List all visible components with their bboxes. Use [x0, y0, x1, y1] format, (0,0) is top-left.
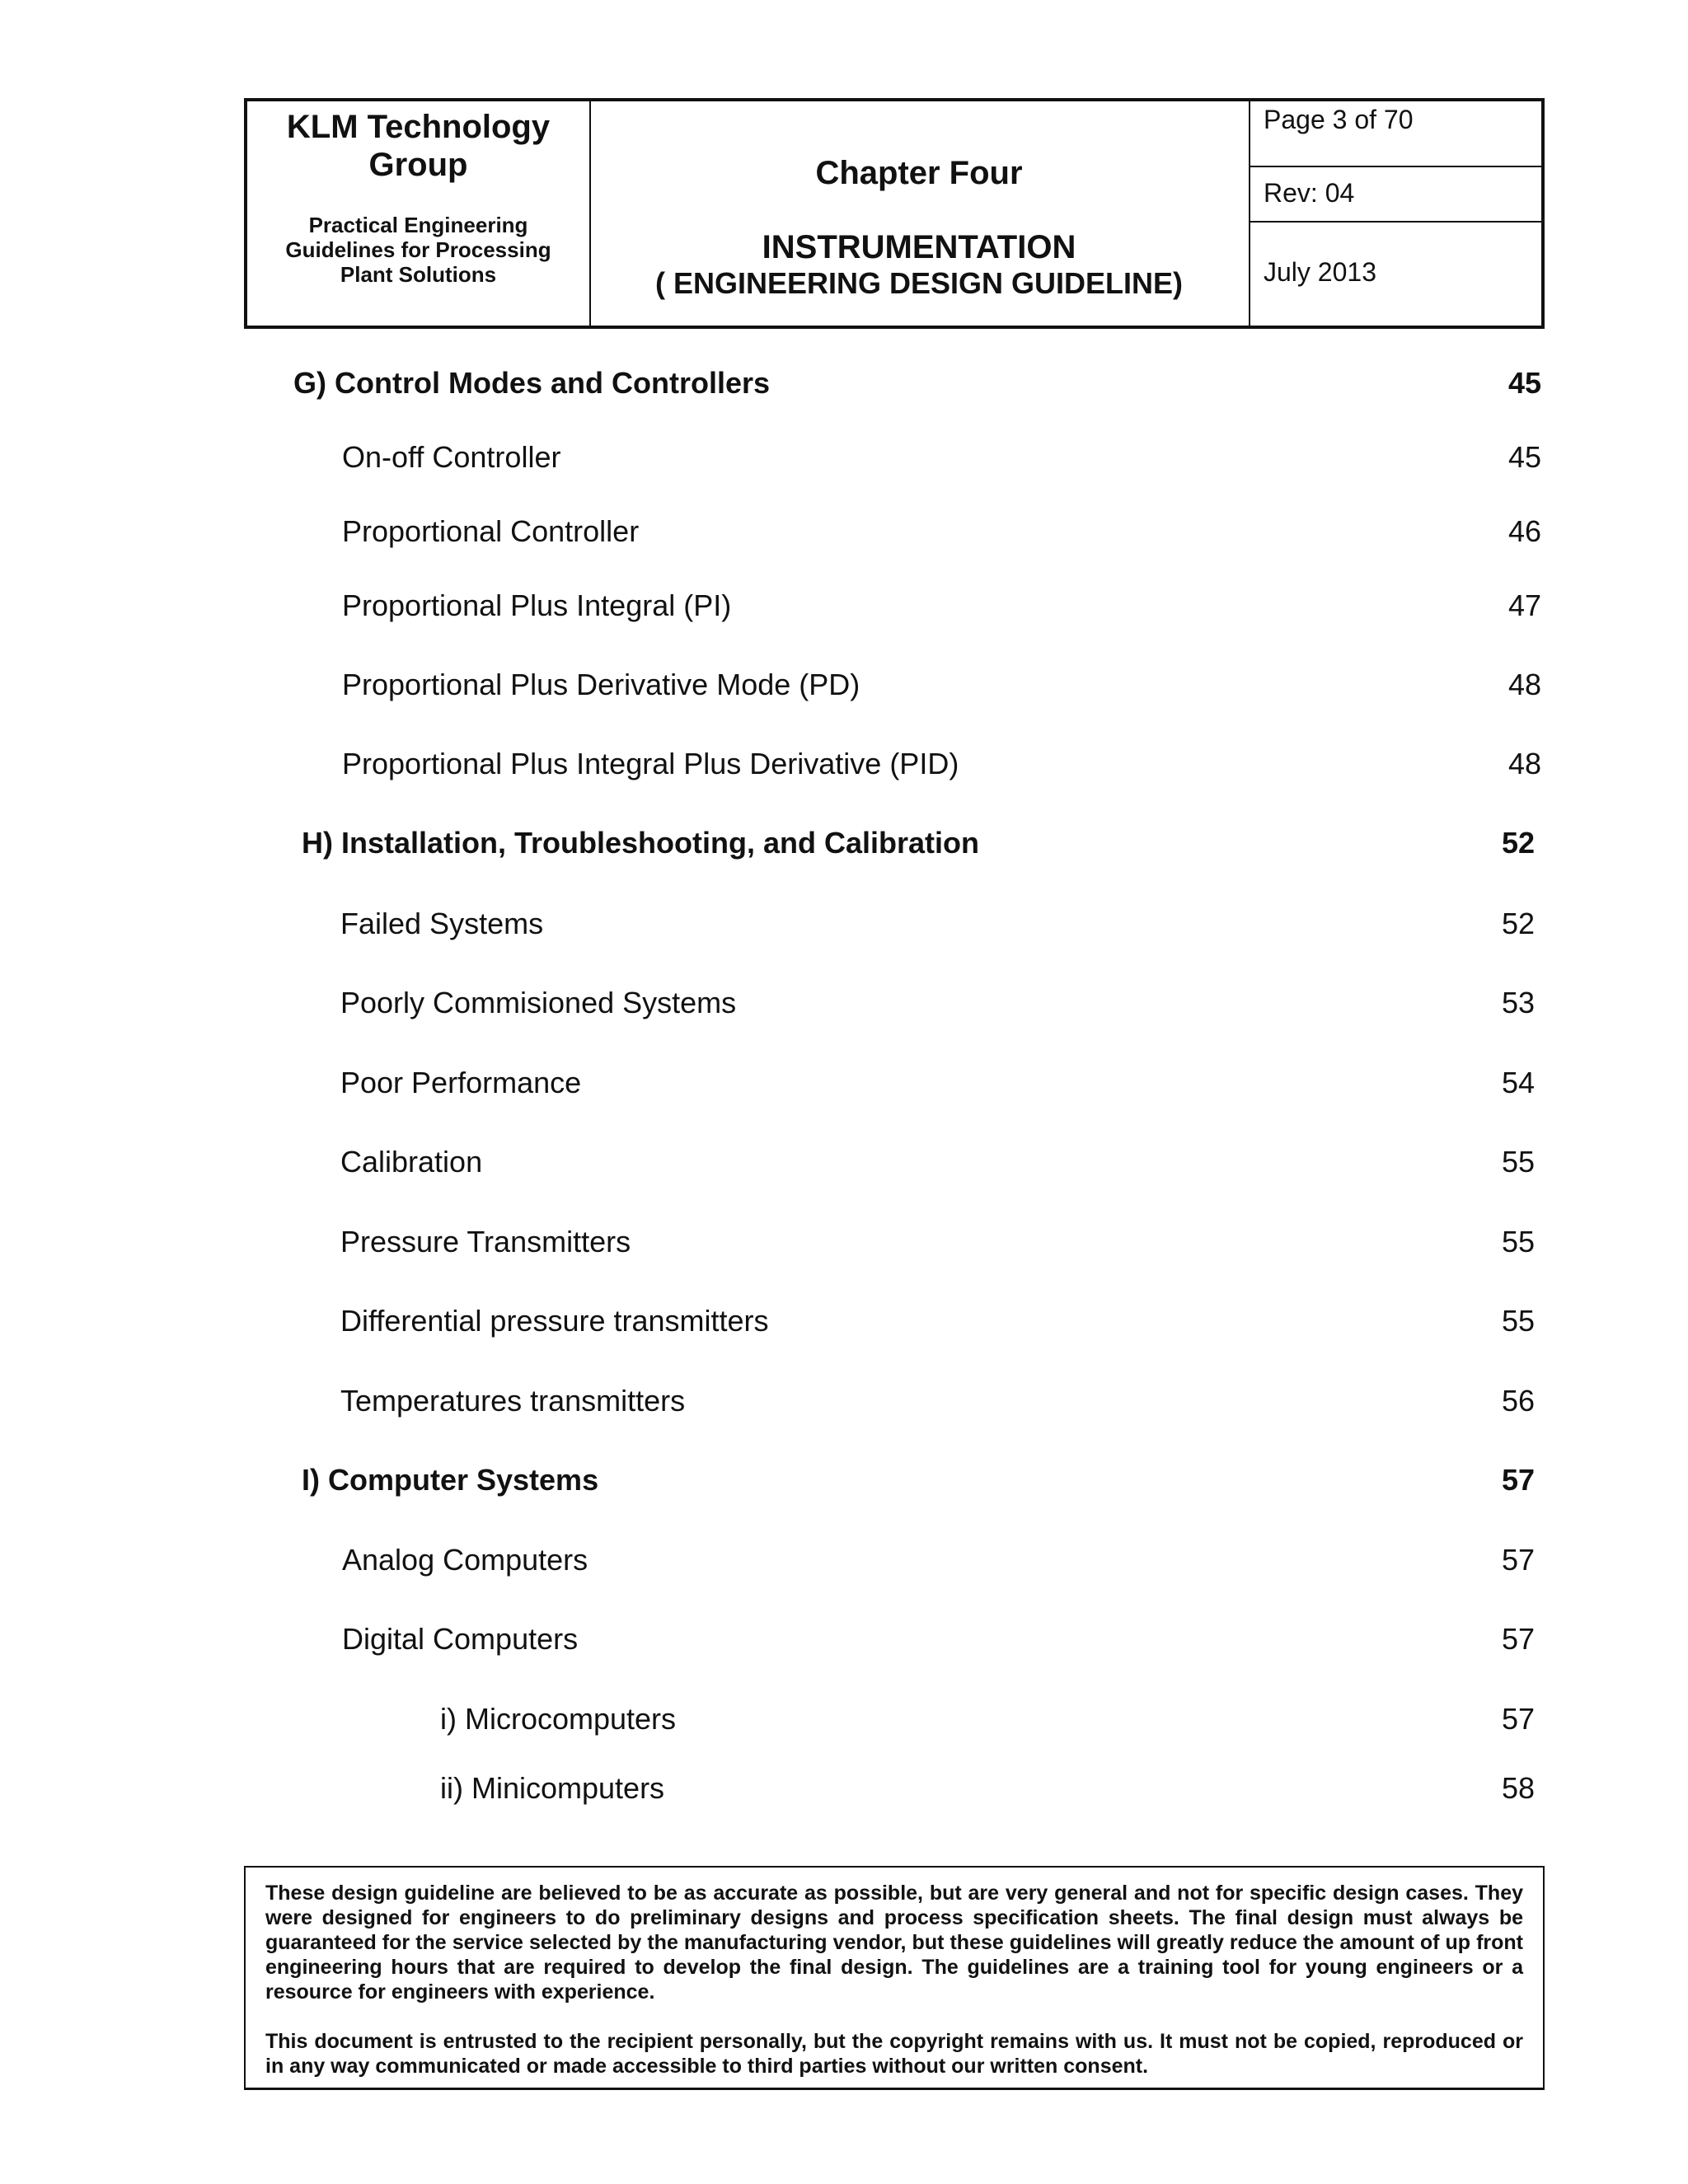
toc-entry-title: Temperatures transmitters — [340, 1384, 686, 1418]
page-number: Page 3 of 70 — [1249, 101, 1541, 167]
toc-entry-page: 56 — [1502, 1384, 1536, 1418]
toc-entry-title: Pressure Transmitters — [340, 1225, 631, 1258]
toc-section-i[interactable] — [0, 1460, 1688, 1501]
chapter-title: Chapter Four — [815, 155, 1023, 191]
toc-entry-page: 52 — [1502, 907, 1536, 940]
toc-entry-title: Failed Systems — [340, 907, 544, 940]
toc-entry[interactable] — [0, 1540, 1688, 1581]
toc-entry-page: 57 — [1502, 1463, 1536, 1497]
toc-entry[interactable] — [0, 1380, 1688, 1422]
toc-section-g[interactable] — [0, 363, 1688, 404]
toc-entry-page: 57 — [1502, 1543, 1536, 1577]
document-subject: INSTRUMENTATION — [762, 229, 1076, 265]
toc-entry[interactable] — [0, 1619, 1688, 1660]
company-cell — [247, 101, 591, 326]
toc-entry-title: Differential pressure transmitters — [340, 1304, 769, 1338]
toc-entry-page: 55 — [1502, 1145, 1536, 1179]
toc-entry[interactable] — [0, 1221, 1688, 1263]
toc-entry[interactable] — [0, 1699, 1688, 1740]
toc-entry-title: Proportional Plus Integral Plus Derivative (PID) — [342, 747, 959, 780]
toc-entry-title: Poor Performance — [340, 1066, 582, 1099]
document-header — [244, 98, 1545, 329]
toc-entry-title: Calibration — [340, 1145, 483, 1179]
company-name: KLM Technology Group — [286, 109, 551, 183]
toc-entry[interactable] — [0, 982, 1688, 1024]
toc-entry-page: 48 — [1508, 668, 1542, 701]
toc-entry-title: ii) Minicomputers — [440, 1771, 665, 1805]
toc-entry-page: 58 — [1502, 1771, 1536, 1805]
toc-entry-page: 53 — [1502, 986, 1536, 1019]
document-subtitle: ( ENGINEERING DESIGN GUIDELINE) — [654, 266, 1184, 300]
toc-entry[interactable] — [0, 511, 1688, 552]
toc-entry-title: I) Computer Systems — [302, 1463, 599, 1497]
toc-entry[interactable] — [0, 1062, 1688, 1104]
toc-entry-page: 45 — [1508, 440, 1542, 474]
toc-entry[interactable] — [0, 743, 1688, 785]
toc-entry[interactable] — [0, 903, 1688, 944]
company-tagline: Practical Engineering Guidelines for Processing Plant Solutions — [285, 213, 551, 287]
toc-entry-page: 45 — [1508, 366, 1542, 400]
toc-entry[interactable] — [0, 437, 1688, 478]
issue-date: July 2013 — [1264, 257, 1376, 287]
toc-entry-title: Proportional Plus Integral (PI) — [342, 588, 732, 622]
toc-entry-title: Digital Computers — [342, 1622, 579, 1656]
copyright-notice: This document is entrusted to the recipient personally, but the copyright remains with us. It must not be copied, reproduced or in any way communicated or made accessible to third parties without our written consent. — [265, 2030, 1523, 2078]
toc-entry[interactable] — [0, 1141, 1688, 1183]
toc-entry-page: 55 — [1502, 1225, 1536, 1258]
revision: Rev: 04 — [1249, 167, 1541, 223]
toc-entry-page: 48 — [1508, 747, 1542, 780]
toc-entry[interactable] — [0, 1301, 1688, 1342]
toc-entry[interactable] — [0, 664, 1688, 705]
toc-entry-page: 52 — [1502, 826, 1536, 860]
disclaimer-box — [244, 1866, 1545, 2090]
toc-entry-title: G) Control Modes and Controllers — [293, 366, 771, 400]
disclaimer-text: These design guideline are believed to be as accurate as possible, but are very general and not for specific design cases. They were designed for engineers to do preliminary designs and process specification sheets. The final design must always be guaranteed for the service selected by the manufacturing vendor, but these guidelines will greatly reduce the amount of up front engineering hours that are required to develop the final design. The guidelines are a training tool for young engineers or a resource for engineers with experience. — [265, 1882, 1523, 2004]
toc-entry-page: 57 — [1502, 1622, 1536, 1656]
meta-cell — [1249, 101, 1541, 326]
toc-entry-title: Proportional Controller — [342, 514, 640, 548]
toc-entry-page: 55 — [1502, 1304, 1536, 1338]
toc-entry[interactable] — [0, 585, 1688, 626]
title-cell — [589, 101, 1250, 326]
toc-entry-page: 47 — [1508, 588, 1542, 622]
toc-entry-title: i) Microcomputers — [440, 1702, 677, 1736]
toc-entry-title: On-off Controller — [342, 440, 561, 474]
toc-section-h[interactable] — [0, 823, 1688, 864]
toc-entry-title: H) Installation, Troubleshooting, and Calibration — [302, 826, 980, 860]
toc-entry-title: Poorly Commisioned Systems — [340, 986, 737, 1019]
toc-entry[interactable] — [0, 1768, 1688, 1809]
toc-entry-page: 46 — [1508, 514, 1542, 548]
toc-entry-title: Proportional Plus Derivative Mode (PD) — [342, 668, 860, 701]
toc-entry-title: Analog Computers — [342, 1543, 588, 1577]
toc-entry-page: 57 — [1502, 1702, 1536, 1736]
toc-entry-page: 54 — [1502, 1066, 1536, 1099]
